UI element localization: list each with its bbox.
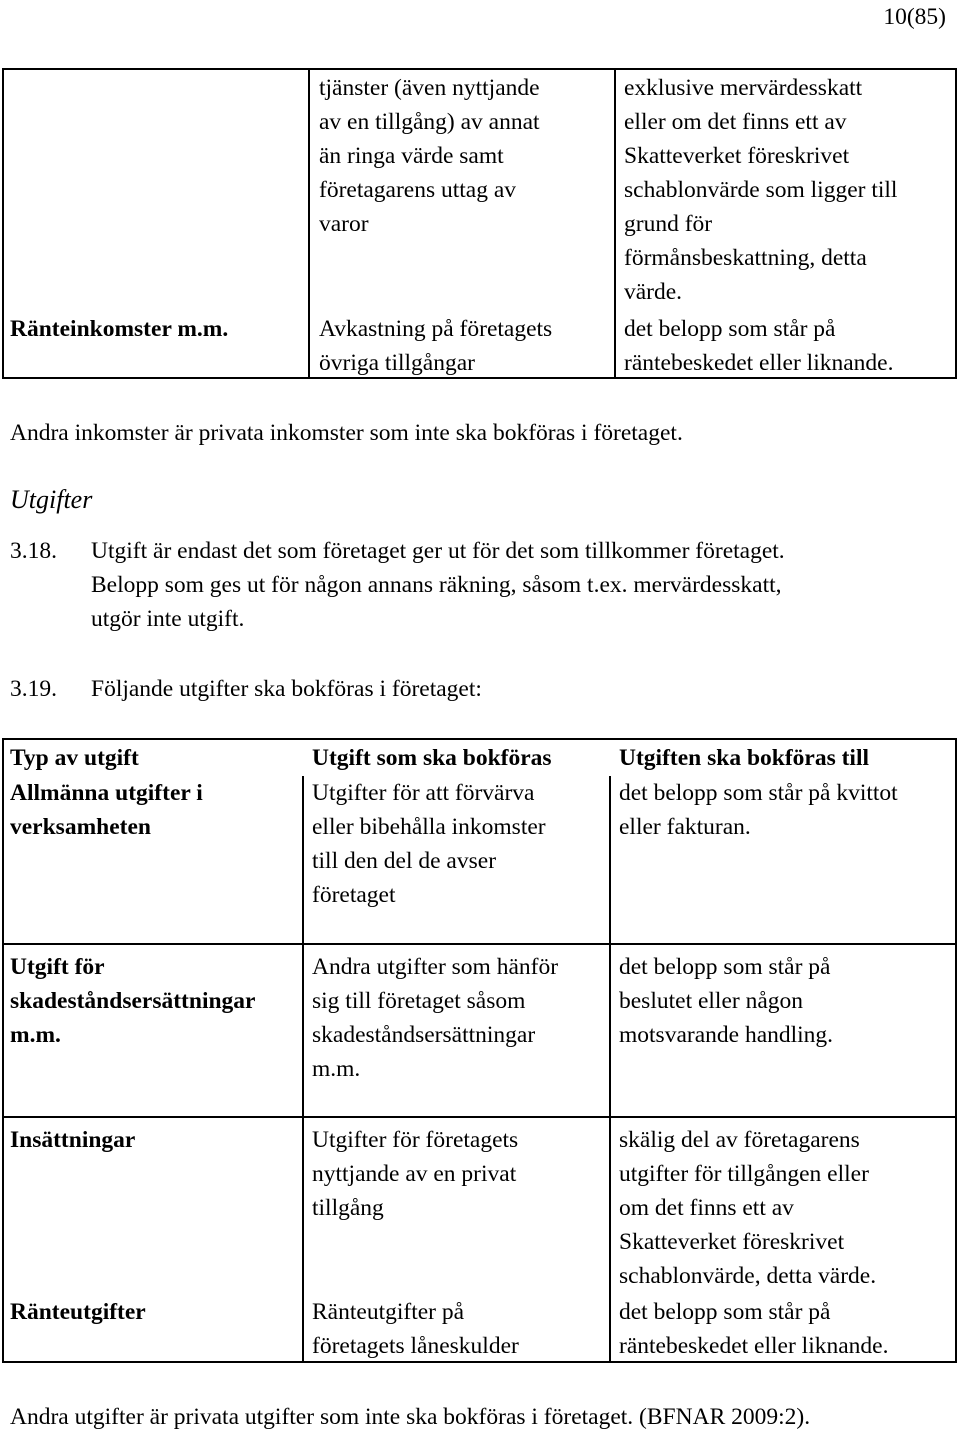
table-column-divider xyxy=(614,68,616,379)
table-cell-amount: det belopp som står på beslutet eller någon motsvarande handling. xyxy=(619,954,834,1048)
table-cell-amount-rule: det belopp som står på räntebeskedet eller liknande. xyxy=(624,316,894,376)
paragraph-number: 3.19. xyxy=(10,676,57,702)
table-cell-type-description: Avkastning på företagets övriga tillgångar xyxy=(319,316,553,376)
table-column-divider xyxy=(308,68,310,379)
paragraph-text: Följande utgifter ska bokföras i företaget: xyxy=(91,676,482,702)
table-column-divider xyxy=(609,776,611,1363)
paragraph-text: Utgift är endast det som företaget ger ut för det som tillkommer företaget. Belopp som ges ut för någon annans räkning, såsom t.ex. mervärdesskatt, utgör inte utgift. xyxy=(91,538,785,632)
table-row-divider xyxy=(2,943,957,945)
table-border-top xyxy=(2,738,957,740)
table-border-left xyxy=(2,738,4,1363)
table-header-type: Typ av utgift xyxy=(10,745,139,771)
page-number: 10(85) xyxy=(883,4,946,30)
table-cell-expense: Andra utgifter som hänför sig till företaget såsom skadeståndsersättningar m.m. xyxy=(312,954,559,1082)
table-cell-amount-rule: exklusive mervärdesskatt eller om det finns ett av Skatteverket föreskrivet schablonvärde som ligger till grund för förmånsbeskattning, detta värde. xyxy=(624,75,898,305)
table-column-divider xyxy=(302,776,304,1363)
table-cell-expense: Ränteutgifter på företagets låneskulder xyxy=(312,1299,519,1359)
table-border-left xyxy=(2,68,4,379)
table-cell-type: Utgift för skadeståndsersättningar m.m. xyxy=(10,954,256,1048)
table-cell-type: Allmänna utgifter i verksamheten xyxy=(10,780,203,840)
table-cell-expense: Utgifter för att förvärva eller bibehålla inkomster till den del de avser företaget xyxy=(312,780,546,908)
table-border-right xyxy=(955,738,957,1363)
paragraph-other-income: Andra inkomster är privata inkomster som inte ska bokföras i företaget. xyxy=(10,420,683,446)
table-border-right xyxy=(955,68,957,379)
table-cell-type: Insättningar xyxy=(10,1127,136,1153)
table-cell-expense: Utgifter för företagets nyttjande av en privat tillgång xyxy=(312,1127,519,1221)
table-cell-amount: skälig del av företagarens utgifter för tillgången eller om det finns ett av Skatteverket föreskrivet schablonvärde, detta värde. xyxy=(619,1127,877,1289)
table-border-top xyxy=(2,68,957,70)
table-cell-type: Ränteutgifter xyxy=(10,1299,146,1325)
table-cell-amount: det belopp som står på kvittot eller fakturan. xyxy=(619,780,898,840)
table-row-divider xyxy=(2,1116,957,1118)
paragraph-number: 3.18. xyxy=(10,538,57,564)
section-heading: Utgifter xyxy=(10,485,93,514)
table-cell-amount: det belopp som står på räntebeskedet eller liknande. xyxy=(619,1299,889,1359)
table-cell-income-type: Ränteinkomster m.m. xyxy=(10,316,229,342)
table-cell-type-description: tjänster (även nyttjande av en tillgång) av annat än ringa värde samt företagarens uttag av varor xyxy=(319,75,540,237)
table-header-amount: Utgiften ska bokföras till xyxy=(619,745,870,771)
paragraph-other-expenses: Andra utgifter är privata utgifter som inte ska bokföras i företaget. (BFNAR 2009:2). xyxy=(10,1404,811,1430)
table-header-expense: Utgift som ska bokföras xyxy=(312,745,552,771)
